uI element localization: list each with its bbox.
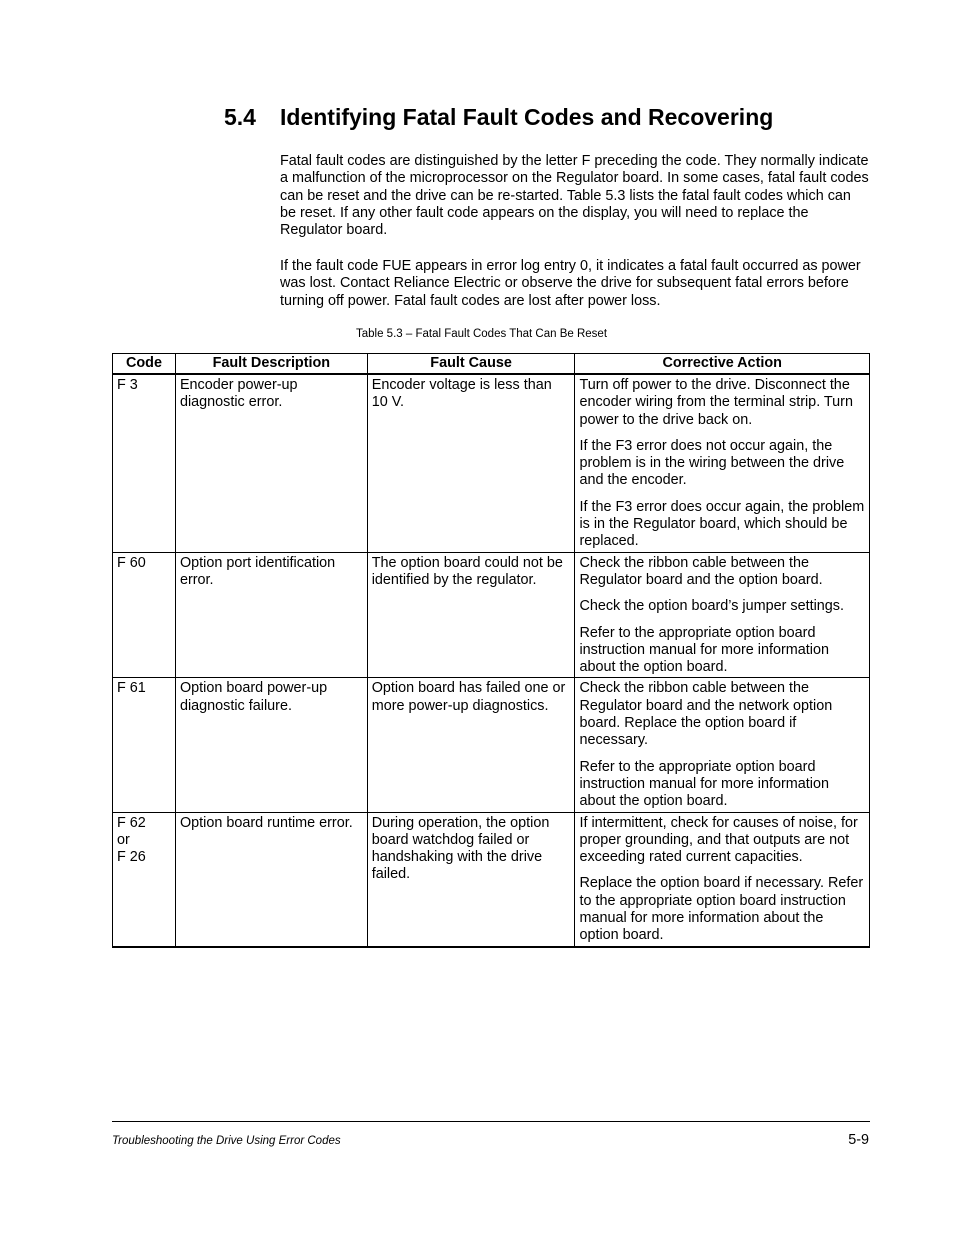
action-step: If the F3 error does not occur again, the problem is in the wiring between the drive and the encoder. bbox=[579, 437, 845, 489]
page-number: 5-9 bbox=[848, 1132, 869, 1148]
table-header-row bbox=[113, 354, 870, 375]
fault-cause: During operation, the option board watchdog failed or handshaking with the drive failed. bbox=[367, 812, 575, 947]
fault-code: F 60 bbox=[113, 552, 176, 678]
section-heading bbox=[224, 104, 773, 131]
section-title: Identifying Fatal Fault Codes and Recovering bbox=[280, 104, 774, 130]
corrective-action bbox=[575, 812, 870, 947]
header-fault-description: Fault Description bbox=[175, 354, 367, 375]
table-row bbox=[113, 552, 870, 678]
fault-description: Option port identification error. bbox=[175, 552, 367, 678]
corrective-action bbox=[575, 374, 870, 552]
action-step: Refer to the appropriate option board instruction manual for more information about the option board. bbox=[579, 758, 829, 810]
intro-paragraph: Fatal fault codes are distinguished by the letter F preceding the code. They normally indicate a malfunction of the microprocessor on the Regulator board. In some cases, fatal fault codes can be reset and the drive can be re-started. Table 5.3 lists the fatal fault codes which can be reset. If any other fault code appears on the display, you will need to replace the Regulator board. bbox=[280, 153, 869, 239]
table-row bbox=[113, 374, 870, 552]
action-step: Turn off power to the drive. Disconnect the encoder wiring from the terminal strip. Turn power to the drive back on. bbox=[579, 377, 853, 428]
fault-code: F 62 or F 26 bbox=[113, 812, 176, 947]
fault-description: Option board power-up diagnostic failure. bbox=[175, 678, 367, 812]
fault-description: Option board runtime error. bbox=[175, 812, 367, 947]
header-fault-cause: Fault Cause bbox=[367, 354, 575, 375]
table-row bbox=[113, 812, 870, 947]
action-step: Check the ribbon cable between the Regulator board and the option board. bbox=[579, 554, 823, 588]
fault-cause: Option board has failed one or more power-up diagnostics. bbox=[367, 678, 575, 812]
action-step: Check the option board’s jumper settings. bbox=[579, 598, 844, 615]
fault-cause: The option board could not be identified by the regulator. bbox=[367, 552, 575, 678]
action-step: If intermittent, check for causes of noise, for proper grounding, and that outputs are not exceeding rated current capacities. bbox=[579, 814, 858, 866]
fue-paragraph: If the fault code FUE appears in error log entry 0, it indicates a fatal fault occurred as power was lost. Contact Reliance Electric or observe the drive for subsequent fatal errors before turning off power. Fatal fault codes are lost after power loss. bbox=[280, 258, 861, 309]
fatal-fault-table bbox=[112, 353, 870, 948]
action-step: If the F3 error does occur again, the problem is in the Regulator board, which should be replaced. bbox=[579, 498, 865, 550]
table-row bbox=[113, 678, 870, 812]
fault-cause: Encoder voltage is less than 10 V. bbox=[367, 374, 575, 552]
fault-description: Encoder power-up diagnostic error. bbox=[175, 374, 367, 552]
header-corrective-action: Corrective Action bbox=[575, 354, 870, 375]
section-number: 5.4 bbox=[224, 104, 256, 130]
table-caption: Table 5.3 – Fatal Fault Codes That Can Be Reset bbox=[356, 328, 608, 340]
header-code: Code bbox=[113, 354, 176, 375]
footer-divider bbox=[112, 1121, 870, 1122]
corrective-action bbox=[575, 552, 870, 678]
corrective-action bbox=[575, 678, 870, 812]
fault-code: F 3 bbox=[113, 374, 176, 552]
footer-chapter-title: Troubleshooting the Drive Using Error Codes bbox=[112, 1135, 341, 1147]
action-step: Refer to the appropriate option board instruction manual for more information about the option board. bbox=[579, 624, 829, 676]
fault-code: F 61 bbox=[113, 678, 176, 812]
action-step: Replace the option board if necessary. Refer to the appropriate option board instruction manual for more information about the option board. bbox=[579, 875, 864, 944]
action-step: Check the ribbon cable between the Regulator board and the network option board. Replace the option board if necessary. bbox=[579, 680, 833, 749]
